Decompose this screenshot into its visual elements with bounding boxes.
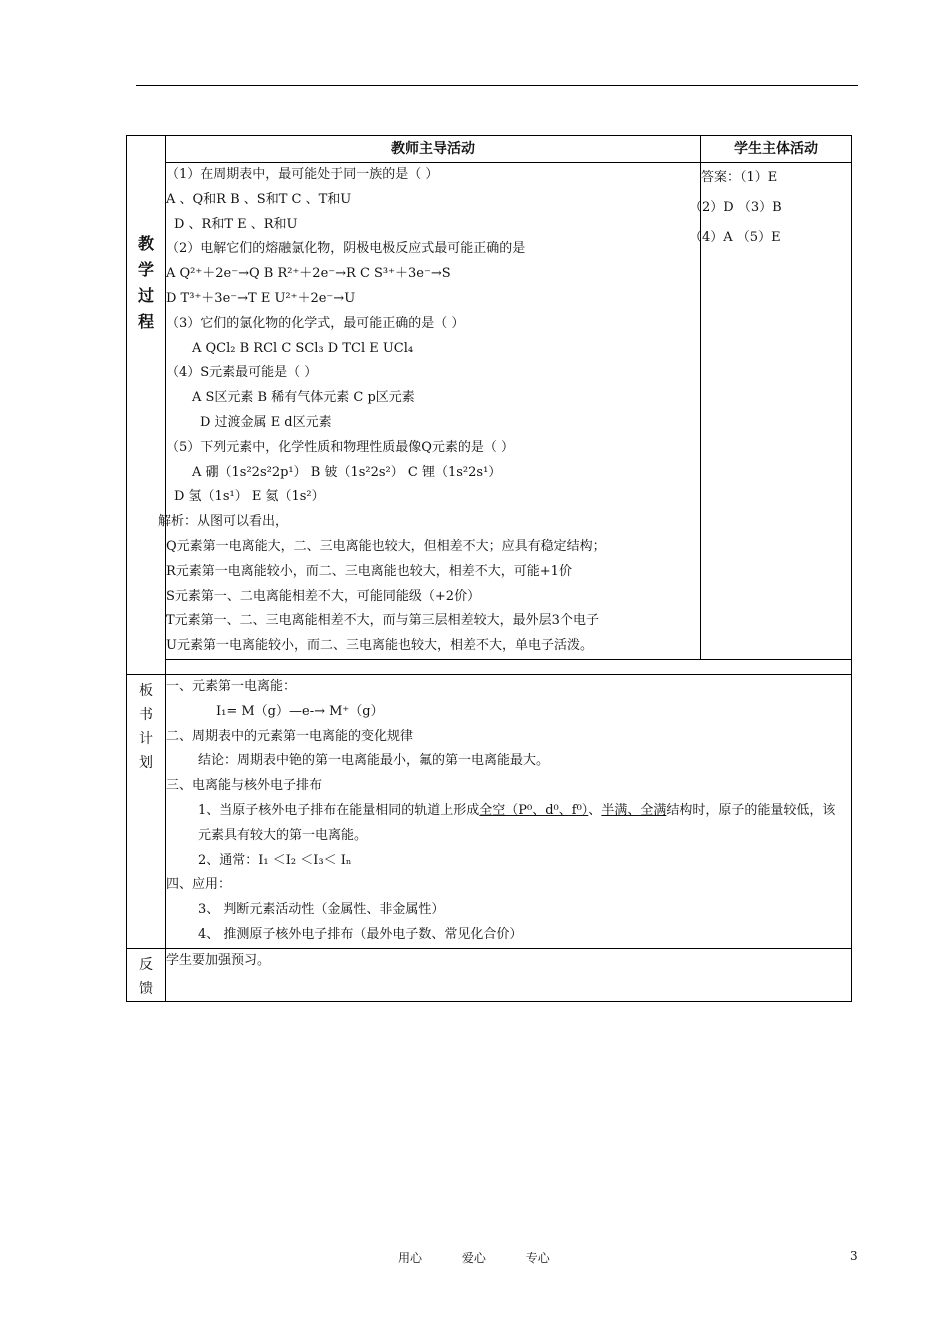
question-3: （3）它们的氯化物的化学式，最可能正确的是（ ） xyxy=(166,315,465,331)
question-2: （2）电解它们的熔融氯化物，阴极电极反应式最可能正确的是 xyxy=(166,241,526,257)
analysis-q: Q元素第一电离能大，二、三电离能也较大，但相差不大；应具有稳定结构； xyxy=(166,538,606,554)
answer-line-2: （2）D （3）B xyxy=(689,200,782,215)
footer-word-3: 专心 xyxy=(525,1251,550,1265)
question-4-options-b: D 过渡金属 E d区元素 xyxy=(200,414,332,430)
header-student: 学生主体活动 xyxy=(701,136,852,163)
board-point-1-sep: 、 xyxy=(588,802,602,818)
footer-word-2: 爱心 xyxy=(461,1251,486,1265)
question-4-options-a: A S区元素 B 稀有气体元素 C p区元素 xyxy=(192,390,415,406)
analysis-r: R元素第一电离能较小，而二、三电离能也较大，相差不大，可能+1价 xyxy=(166,563,572,579)
board-conclusion: 结论：周期表中铯的第一电离能最小，氟的第一电离能最大。 xyxy=(198,753,550,769)
answer-line-3: （4）A （5）E xyxy=(689,230,781,245)
side-label-board xyxy=(127,674,166,948)
board-point-1-pre: 1、当原子核外电子排布在能量相同的轨道上形成 xyxy=(198,802,480,818)
question-2-options-a: A Q²⁺＋2e⁻→Q B R²⁺＋2e⁻→R C S³⁺＋3e⁻→S xyxy=(166,266,451,282)
analysis-heading: 解析：从图可以看出， xyxy=(158,514,289,530)
lesson-plan-table xyxy=(126,135,852,1002)
side-label-process xyxy=(127,136,166,675)
board-heading-2: 二、周期表中的元素第一电离能的变化规律 xyxy=(166,728,414,744)
question-1-options-a: A 、Q和R B 、S和T C 、T和U xyxy=(166,191,352,207)
question-1-options-b: D 、R和T E 、R和U xyxy=(174,216,298,232)
board-point-1-post: 结构时，原子的能量较低，该元素具有较大的第一电离能。 xyxy=(198,802,836,843)
question-2-options-b: D T³⁺＋3e⁻→T E U²⁺＋2e⁻→U xyxy=(166,290,356,306)
board-plan xyxy=(166,674,852,948)
question-1: （1）在周期表中，最可能处于同一族的是（ ） xyxy=(166,167,439,182)
board-heading-1: 一、元素第一电离能： xyxy=(166,678,297,694)
board-equation: I₁= M（g）—e-→ M⁺（g） xyxy=(216,703,384,719)
feedback-text: 学生要加强预习。 xyxy=(166,948,852,1001)
student-activity xyxy=(689,163,852,660)
board-point-1 xyxy=(166,799,851,849)
header-teacher: 教师主导活动 xyxy=(166,136,701,163)
analysis-u: U元素第一电离能较小，而二、三电离能也较大，相差不大，单电子活泼。 xyxy=(166,638,593,654)
board-point-1-underline-1: 全空（P⁰、d⁰、f⁰） xyxy=(479,802,589,818)
side-label-board-text: 板 书 计 划 xyxy=(139,682,153,771)
board-application-2: 4、 推测原子核外电子排布（最外电子数、常见化合价） xyxy=(198,926,523,942)
board-heading-4: 四、应用： xyxy=(166,877,232,893)
question-5-options-a: A 硼（1s²2s²2p¹） B 铍（1s²2s²） C 锂（1s²2s¹） xyxy=(192,464,502,480)
board-point-1-underline-2: 半满、全满 xyxy=(601,802,667,818)
analysis-s: S元素第一、二电离能相差不大，可能同能级（+2价） xyxy=(166,588,481,604)
board-heading-3: 三、电离能与核外电子排布 xyxy=(166,778,323,794)
header-rule xyxy=(136,85,858,86)
question-5-options-b: D 氢（1s¹） E 氦（1s²） xyxy=(174,489,325,505)
question-4: （4）S元素最可能是（ ） xyxy=(166,365,318,381)
side-label-process-text: 教 学 过 程 xyxy=(137,234,154,331)
side-label-feedback-text: 反 馈 xyxy=(139,956,153,997)
side-label-feedback xyxy=(127,948,166,1001)
question-5: （5）下列元素中，化学性质和物理性质最像Q元素的是（ ） xyxy=(166,439,515,455)
teacher-activity xyxy=(158,163,701,660)
board-point-2: 2、通常：I₁ ＜I₂ ＜I₃＜ Iₙ xyxy=(198,852,352,868)
board-application-1: 3、 判断元素活动性（金属性、非金属性） xyxy=(198,902,445,918)
empty-row xyxy=(166,659,852,674)
footer-motto xyxy=(398,1249,586,1266)
answer-line-1: 答案：（1）E xyxy=(701,170,778,185)
question-3-options: A QCl₂ B RCl C SCl₃ D TCl E UCl₄ xyxy=(192,340,414,356)
analysis-t: T元素第一、二、三电离能相差不大，而与第三层相差较大，最外层3个电子 xyxy=(166,613,599,629)
page-number: 3 xyxy=(850,1249,858,1263)
footer-word-1: 用心 xyxy=(398,1251,423,1265)
